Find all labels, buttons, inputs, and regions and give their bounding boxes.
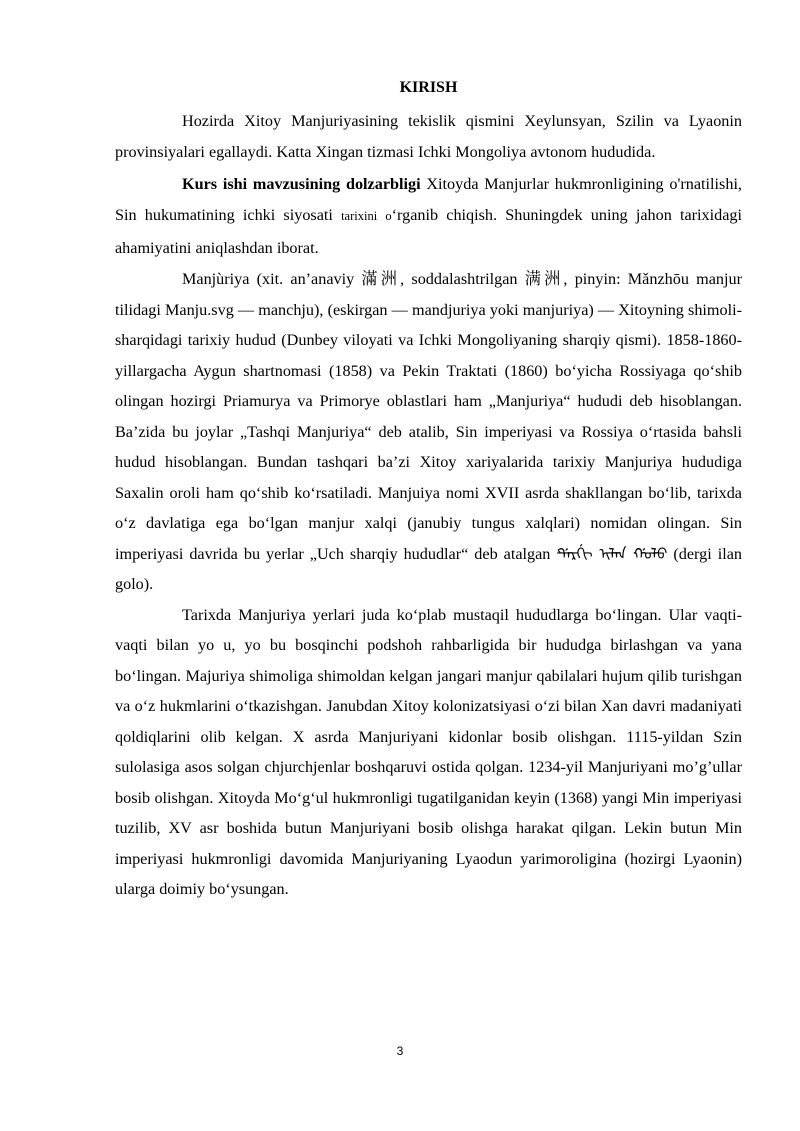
definition-text-a: Manjùriya (xit. an’anaviy 滿洲, soddalashtrilgan 满洲, pinyin: Mǎnzhōu manjur tilidagi Manju.svg — manchju), (eskirgan — mandjuriya yoki manjuriya) — Xitoyning shimoli-sharqidagi tarixiy hudud (Dunbey viloyati va Ichki Mongoliyaning sharqiy qismi). 1858-1860-yillargacha Aygun shartnomasi (1858) va Pekin Traktati (1860) bo‘yicha Rossiyaga qo‘shib olingan hozirgi Priamurya va Primorye oblastlari ham „Manjuriya“ hududi deb hisoblangan. Ba’zida bu joylar „Tashqi Manjuriya“ deb atalib, Sin imperiyasi va Rossiya o‘rtasida bahsli hudud hisoblangan. Bundan tashqari ba’zi Xitoy xariyalarida tarixiy Manjuriya hududiga Saxalin oroli ham qo‘shib ko‘rsatiladi. Manjuiya nomi XVII asrda shakllangan bo‘lib, tarixda o‘z davlatiga ega bo‘lgan manjur xalqi (janubiy tungus xalqlari) nomidan olingan. Sin imperiyasi davrida bu yerlar „Uch sharqiy hududlar“ deb atalgan [115, 270, 742, 563]
relevance-small-word-2: o [385, 209, 392, 224]
history-paragraph: Tarixda Manjuriya yerlari juda ko‘plab mustaqil hududlarga bo‘lingan. Ular vaqti-vaqti bilan yo u, yo bu bosqinchi podshoh rahbarligida bir hududga birlashgan va yana bo‘lingan. Majuriya shimoliga shimoldan kelgan jangari manjur qabilalari hujum qilib turishgan va o‘z hukmlarini o‘tkazishgan. Janubdan Xitoy kolonizatsiyasi o‘zi bilan Xan davri madaniyati qoldiqlarini olib kelgan. X asrda Manjuriyani kidonlar bosib olishgan. 1115-yildan Szin sulolasiga asos solgan chjurchjenlar boshqaruvi ostida qolgan. 1234-yil Manjuriyani mo’g’ullar bosib olishgan. Xitoyda Mo‘g‘ul hukmronligi tugatilganidan keyin (1368) yangi Min imperiyasi tuzilib, XV asr boshida butun Manjuriyani bosib olishga harakat qilgan. Lekin butun Min imperiyasi hukmronligi davomida Manjuriyaning Lyaodun yarimoroligina (hozirgi Lyaonin) ularga doimiy bo‘ysungan. [115, 605, 742, 899]
intro-paragraph: Hozirda Xitoy Manjuriyasining tekislik qismini Xeylunsyan, Szilin va Lyaonin provinsiyalari egallaydi. Katta Xingan tizmasi Ichki Mongoliya avtonom hududida. [115, 112, 742, 162]
manchu-script-text: ᡩᡝᡵᡤᡳ ᡳᠯᠠᠨ ᡤᠣᠯᠣ [556, 544, 668, 563]
page-title: KIRISH [399, 79, 458, 96]
manchuria-definition-paragraph [115, 264, 742, 600]
page-number: 3 [396, 1044, 404, 1058]
relevance-small-word-1: tarixini [341, 209, 378, 224]
page-content [115, 77, 742, 905]
relevance-heading: Kurs ishi mavzusining dolzarbligi [182, 174, 421, 193]
relevance-text-c: ‘rganib chiqish. Shuningdek uning jahon tarixidagi ahamiyatini aniqlashdan iborat. [115, 206, 742, 257]
relevance-text-a: Xitoyda Manjurlar hukmronligining o'rnatilishi, Sin hukumatining ichki siyosati [115, 174, 742, 225]
definition-text-b: (dergi ilan golo). [115, 544, 742, 594]
relevance-paragraph [115, 169, 742, 264]
